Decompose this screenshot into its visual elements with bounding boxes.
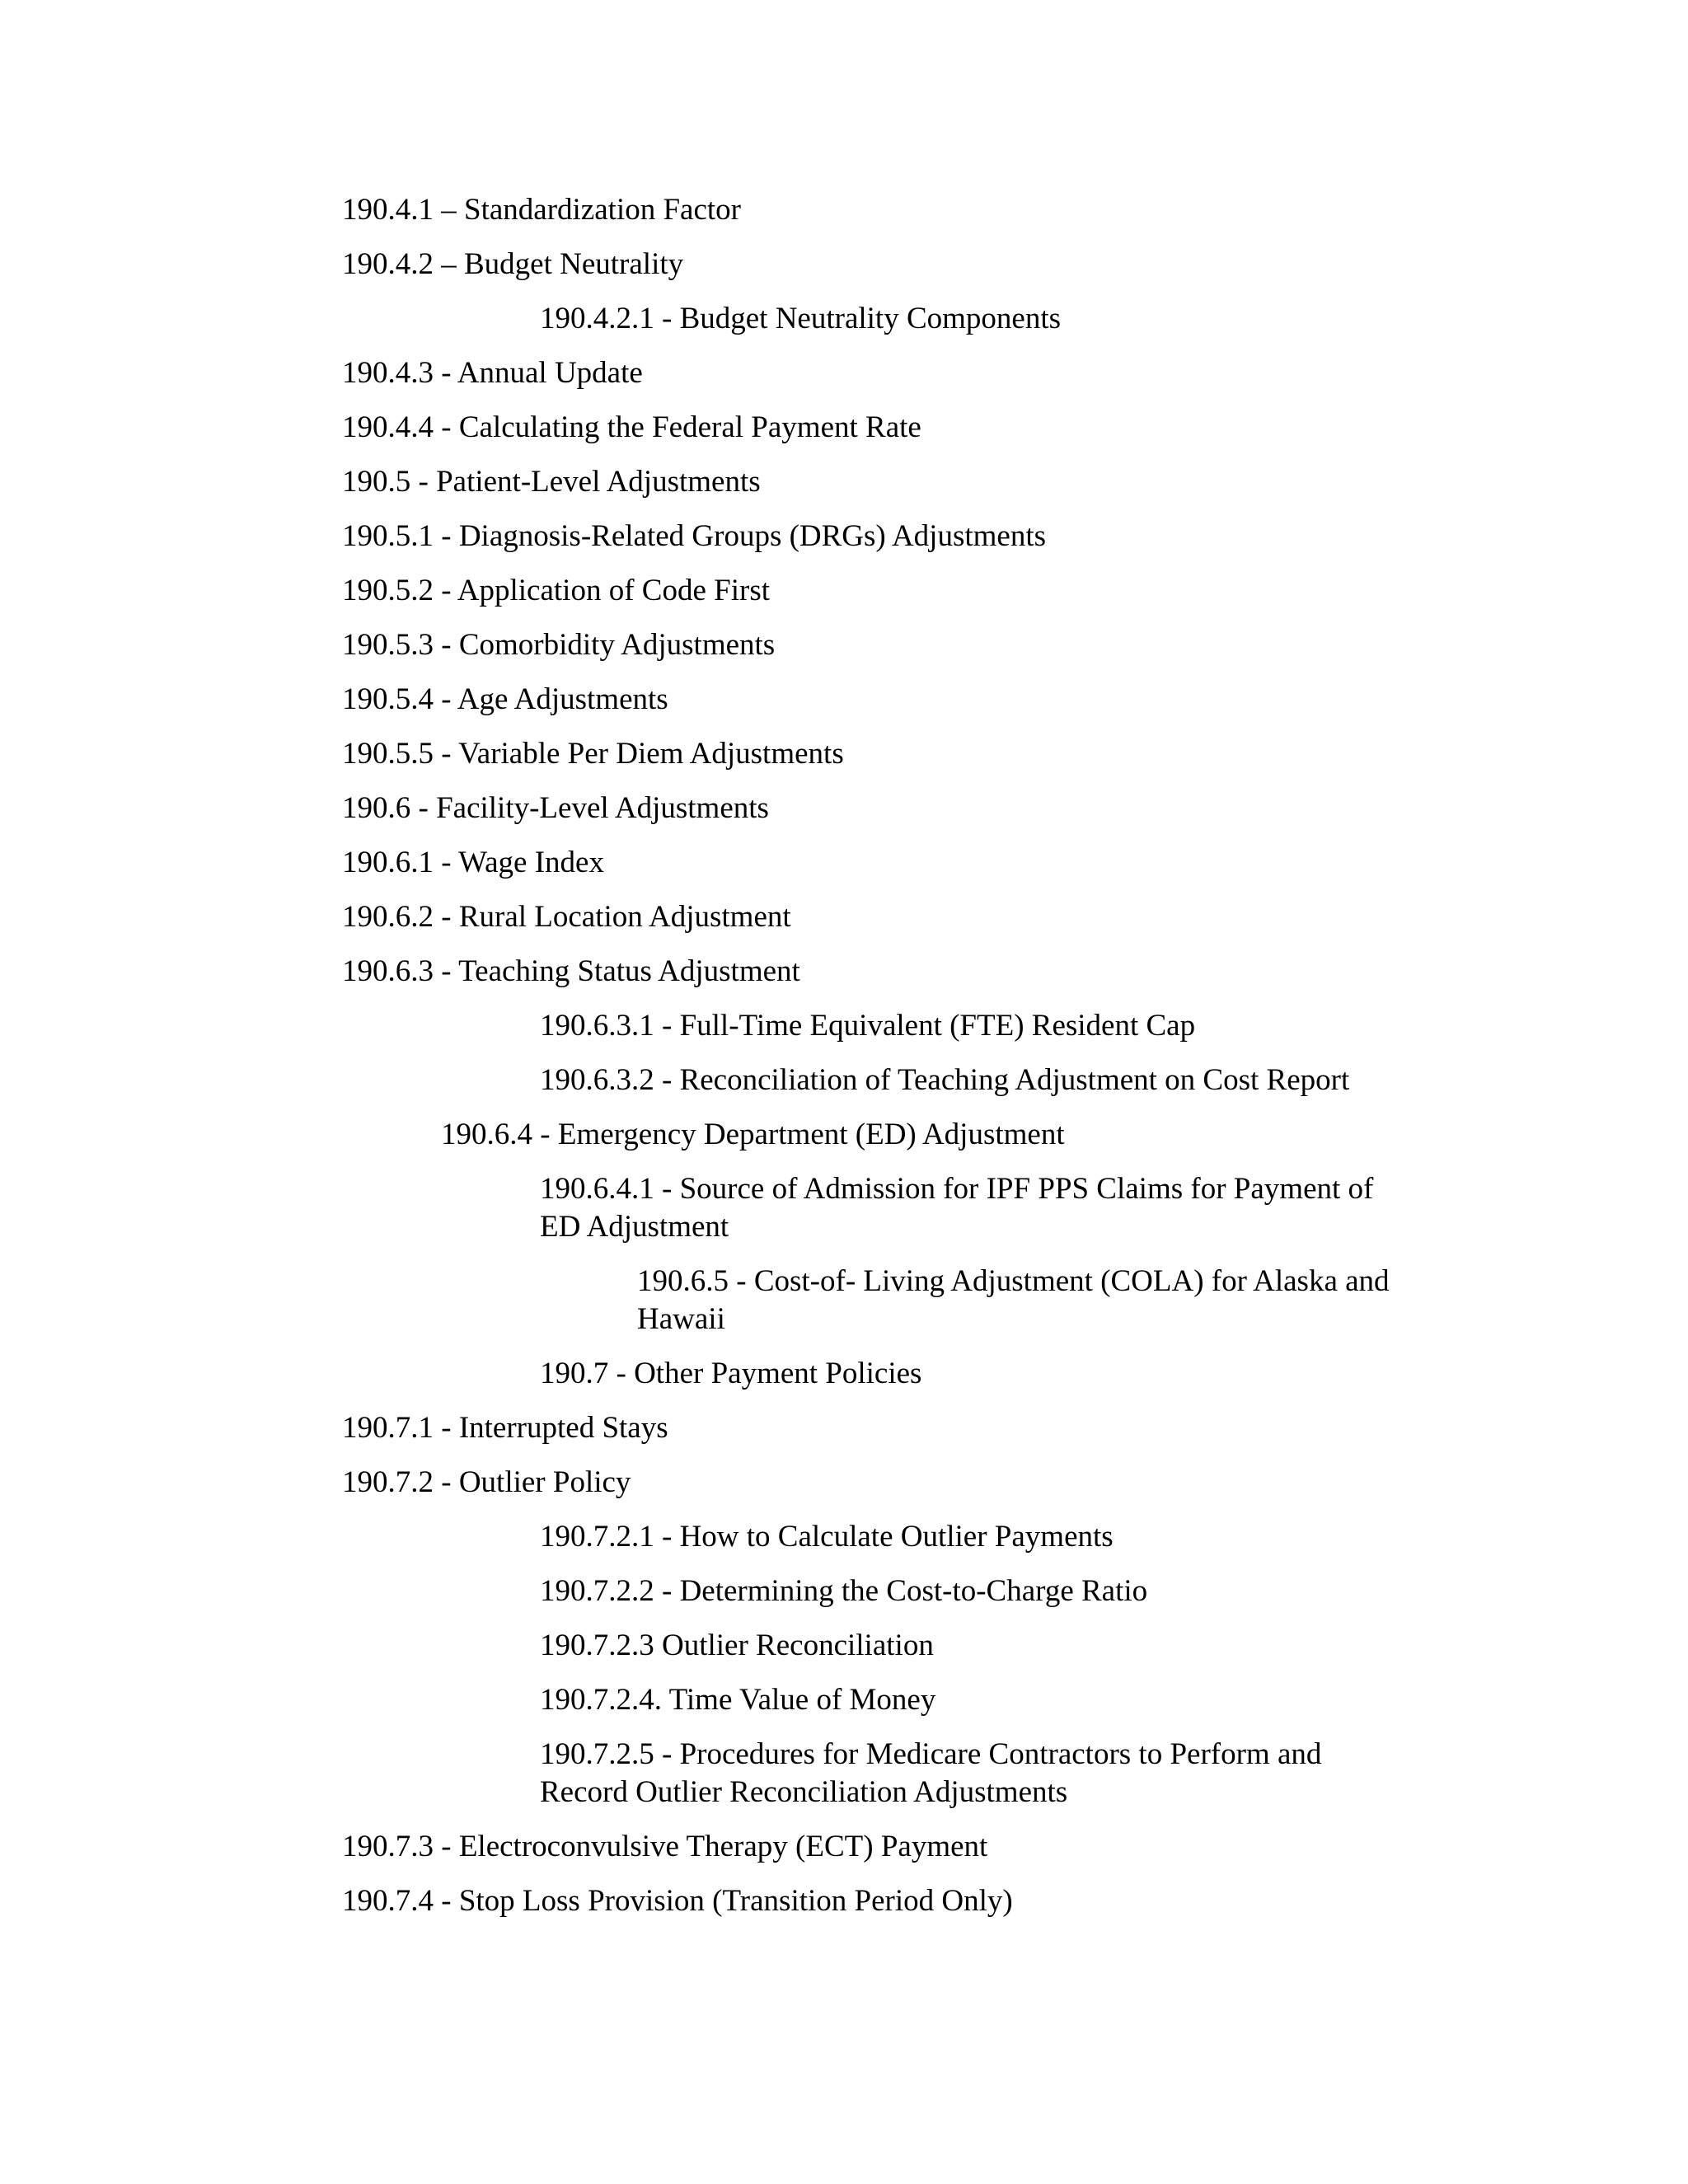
toc-entry[interactable]: 190.7 - Other Payment Policies	[540, 1357, 922, 1390]
toc-entry[interactable]: 190.7.2 - Outlier Policy	[342, 1465, 631, 1499]
toc-entry[interactable]: 190.6.3.1 - Full-Time Equivalent (FTE) Resident Cap	[540, 1009, 1196, 1043]
toc-entry[interactable]: 190.7.2.2 - Determining the Cost-to-Charge Ratio	[540, 1574, 1148, 1608]
toc-entry[interactable]: 190.4.1 – Standardization Factor	[342, 193, 741, 227]
toc-entry[interactable]: 190.4.2 – Budget Neutrality	[342, 247, 684, 281]
toc-entry[interactable]: 190.6 - Facility-Level Adjustments	[342, 791, 769, 825]
toc-entry[interactable]: 190.6.5 - Cost-of- Living Adjustment (COLA) for Alaska and Hawaii	[637, 1264, 1390, 1336]
toc-entry[interactable]: 190.5.1 - Diagnosis-Related Groups (DRGs) Adjustments	[342, 519, 1047, 553]
toc-entry[interactable]: 190.6.1 - Wage Index	[342, 846, 604, 879]
toc-entry[interactable]: 190.7.3 - Electroconvulsive Therapy (ECT) Payment	[342, 1830, 988, 1863]
toc-entry[interactable]: 190.5.2 - Application of Code First	[342, 574, 770, 607]
table-of-contents	[342, 191, 1447, 1937]
toc-entry[interactable]: 190.7.2.4. Time Value of Money	[540, 1683, 936, 1717]
toc-entry[interactable]: 190.4.3 - Annual Update	[342, 356, 643, 390]
toc-entry[interactable]: 190.7.2.1 - How to Calculate Outlier Payments	[540, 1520, 1114, 1554]
toc-entry[interactable]: 190.4.2.1 - Budget Neutrality Components	[540, 302, 1062, 335]
toc-entry[interactable]: 190.6.2 - Rural Location Adjustment	[342, 900, 791, 934]
toc-entry[interactable]: 190.7.2.3 Outlier Reconciliation	[540, 1629, 934, 1662]
toc-entry[interactable]: 190.6.4.1 - Source of Admission for IPF PPS Claims for Payment of ED Adjustment	[540, 1172, 1374, 1244]
toc-entry[interactable]: 190.7.1 - Interrupted Stays	[342, 1411, 668, 1445]
toc-entry[interactable]: 190.4.4 - Calculating the Federal Payment Rate	[342, 410, 921, 444]
toc-entry[interactable]: 190.5.4 - Age Adjustments	[342, 682, 668, 716]
toc-entry[interactable]: 190.6.3 - Teaching Status Adjustment	[342, 954, 800, 988]
toc-entry[interactable]: 190.7.4 - Stop Loss Provision (Transition Period Only)	[342, 1884, 1013, 1918]
toc-entry[interactable]: 190.6.3.2 - Reconciliation of Teaching Adjustment on Cost Report	[540, 1063, 1350, 1097]
toc-entry[interactable]: 190.5.5 - Variable Per Diem Adjustments	[342, 737, 844, 771]
toc-entry[interactable]: 190.7.2.5 - Procedures for Medicare Contractors to Perform and Record Outlier Reconciliation Adjustments	[540, 1737, 1322, 1809]
toc-entry[interactable]: 190.6.4 - Emergency Department (ED) Adjustment	[441, 1118, 1065, 1151]
toc-entry[interactable]: 190.5 - Patient-Level Adjustments	[342, 465, 761, 499]
toc-entry[interactable]: 190.5.3 - Comorbidity Adjustments	[342, 628, 776, 662]
